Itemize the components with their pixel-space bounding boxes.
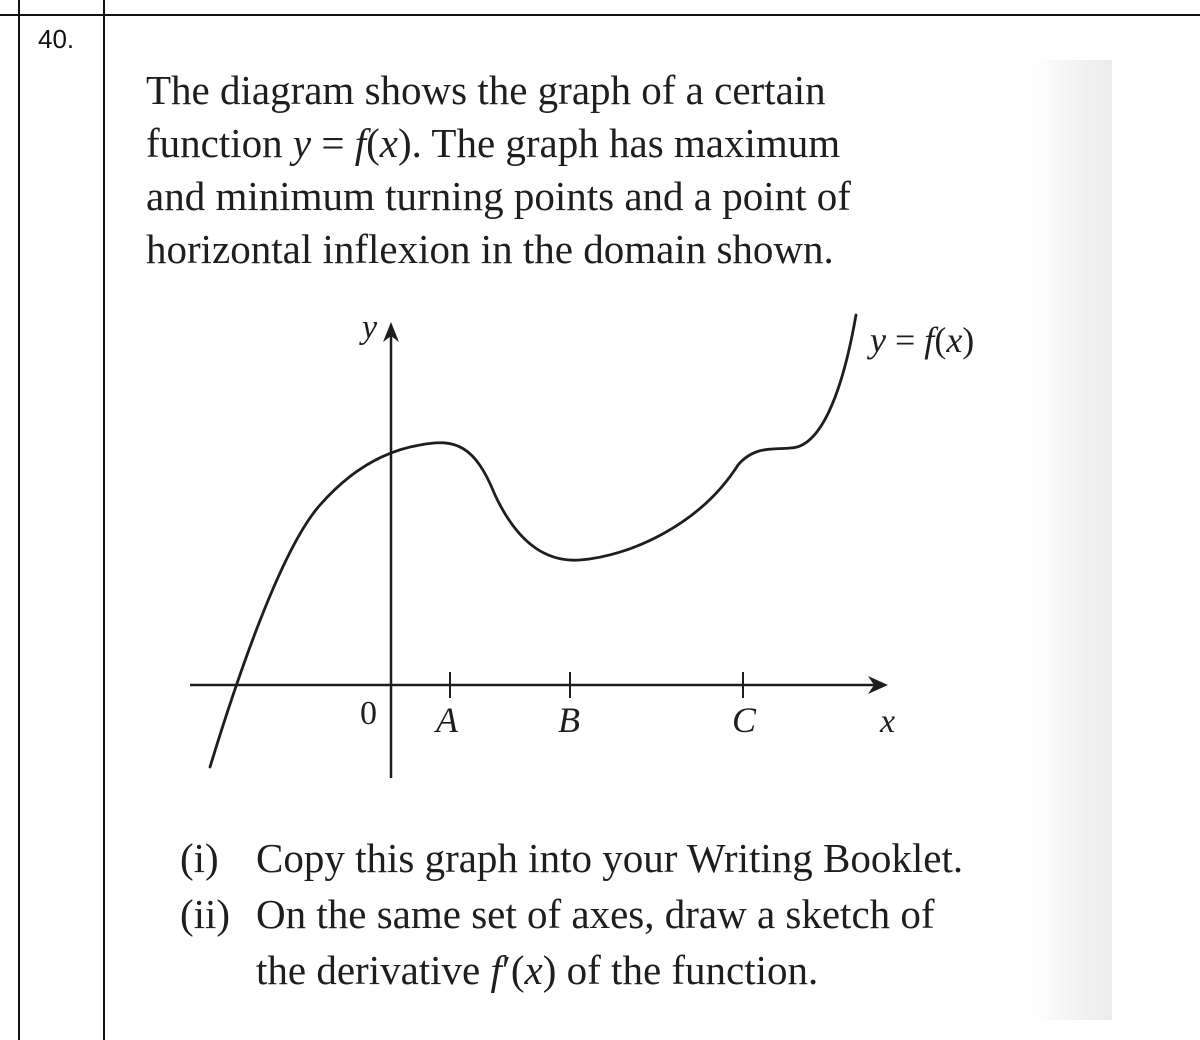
question-intro (146, 64, 1046, 276)
part-i-text: Copy this graph into your Writing Booklet. (256, 835, 964, 881)
table-column-divider (103, 0, 105, 1040)
intro-line-2: function y = f(x). The graph has maximum (146, 120, 841, 166)
tick-label-a: A (436, 700, 458, 740)
table-left-border (18, 0, 20, 1040)
part-ii-number: (ii) (180, 891, 231, 937)
function-graph-figure (180, 300, 1060, 790)
question-number: 40. (38, 24, 75, 54)
curve-label: y = f(x) (870, 320, 975, 360)
tick-label-c: C (732, 700, 757, 740)
origin-label: 0 (360, 695, 377, 732)
table-top-border (0, 14, 1200, 16)
y-axis-label: y (362, 309, 378, 346)
question-parts (180, 830, 1100, 998)
intro-line-1: The diagram shows the graph of a certain (146, 67, 826, 113)
function-curve (210, 315, 856, 767)
part-ii-line-2: the derivative f′(x) of the function. (256, 947, 819, 993)
part-i-number: (i) (180, 835, 219, 881)
part-ii (180, 886, 1100, 998)
tick-label-b: B (558, 700, 580, 740)
intro-line-4: horizontal inflexion in the domain shown. (146, 226, 834, 272)
part-i (180, 830, 1100, 886)
intro-line-3: and minimum turning points and a point of (146, 173, 851, 219)
x-axis-label: x (880, 703, 896, 740)
function-graph (180, 300, 1060, 790)
part-ii-line-1: On the same set of axes, draw a sketch of (256, 891, 935, 937)
